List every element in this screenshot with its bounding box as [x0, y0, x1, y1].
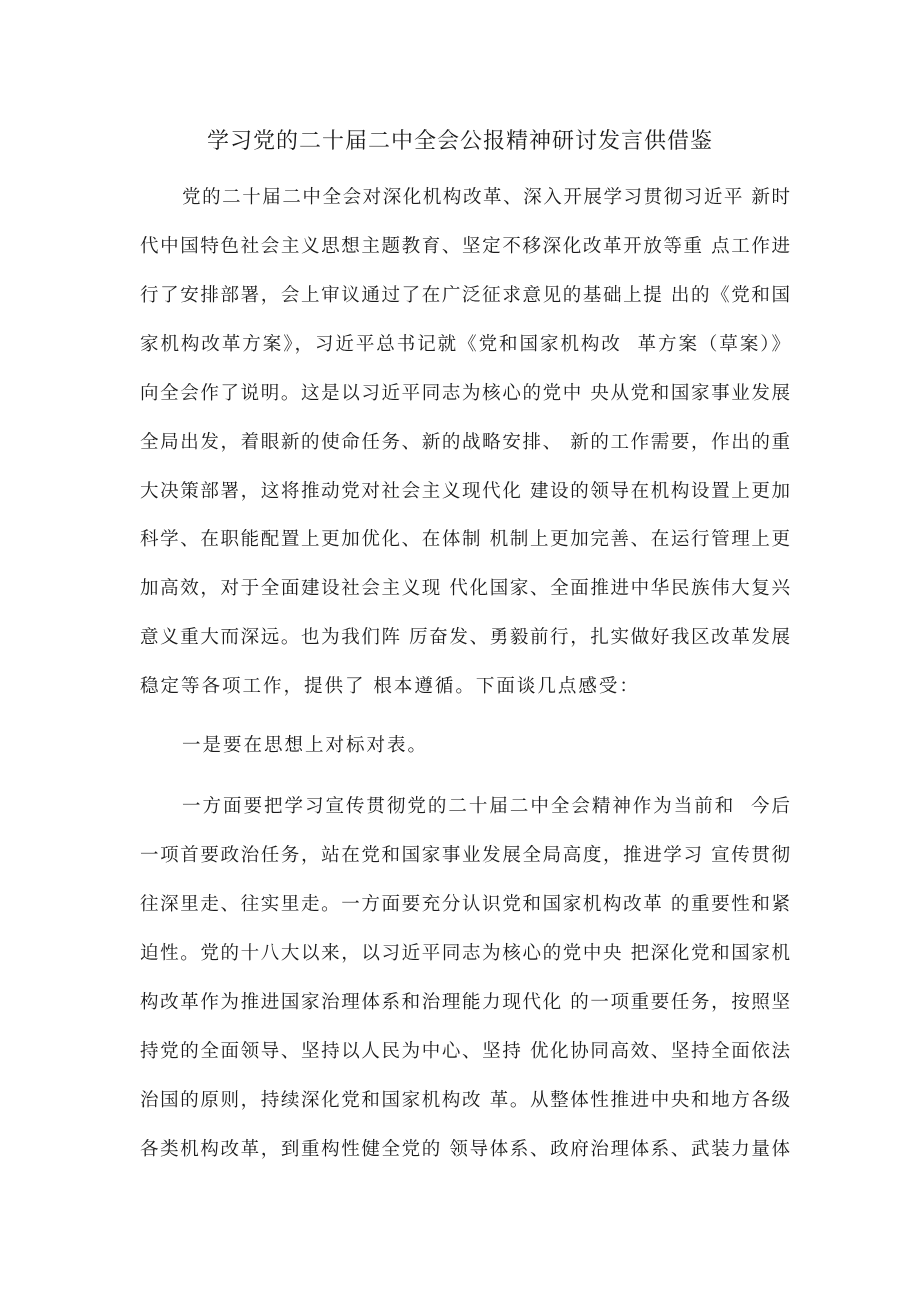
paragraph-1-line: 加高效，对于全面建设社会主义现 代化国家、全面推进中华民族伟大复兴 [140, 578, 790, 599]
paragraph-2-line: 治国的原则，持续深化党和国家机构改 革。从整体性推进中央和地方各级 [140, 1090, 790, 1111]
paragraph-1-line: 科学、在职能配置上更加优化、在体制 机制上更加完善、在运行管理上更 [140, 529, 790, 550]
paragraph-1-line: 行了安排部署，会上审议通过了在广泛征求意见的基础上提 出的《党和国 [140, 285, 790, 306]
paragraph-1-line: 全局出发，着眼新的使命任务、新的战略安排、 新的工作需要，作出的重 [140, 432, 790, 453]
paragraph-2-line: 持党的全面领导、坚持以人民为中心、坚持 优化协同高效、坚持全面依法 [140, 1041, 790, 1062]
section-heading: 一是要在思想上对标对表。 [182, 735, 429, 756]
paragraph-1-line: 代中国特色社会主义思想主题教育、坚定不移深化改革开放等重 点工作进 [140, 236, 790, 257]
paragraph-1-line: 稳定等各项工作，提供了 根本遵循。下面谈几点感受： [140, 676, 640, 697]
page-title: 学习党的二十届二中全会公报精神研讨发言供借鉴 [206, 129, 713, 154]
paragraph-2-line: 迫性。党的十八大以来，以习近平同志为核心的党中央 把深化党和国家机 [140, 943, 790, 964]
paragraph-2-line: 一方面要把学习宣传贯彻党的二十届二中全会精神作为当前和 今后 [182, 796, 790, 817]
paragraph-1-line: 意义重大而深远。也为我们阵 厉奋发、勇毅前行，扎实做好我区改革发展 [140, 627, 790, 648]
paragraph-2-line: 各类机构改革，到重构性健全党的 领导体系、政府治理体系、武装力量体 [140, 1139, 790, 1160]
paragraph-1-line: 家机构改革方案》，习近平总书记就《党和国家机构改 革方案（草案）》 [140, 334, 790, 355]
paragraph-2-line: 一项首要政治任务，站在党和国家事业发展全局高度，推进学习 宣传贯彻 [140, 845, 790, 866]
paragraph-1-line: 大决策部署，这将推动党对社会主义现代化 建设的领导在机构设置上更加 [140, 481, 790, 502]
paragraph-2-line: 往深里走、往实里走。一方面要充分认识党和国家机构改革 的重要性和紧 [140, 894, 790, 915]
paragraph-1-line: 党的二十届二中全会对深化机构改革、深入开展学习贯彻习近平 新时 [182, 187, 790, 208]
paragraph-2-line: 构改革作为推进国家治理体系和治理能力现代化 的一项重要任务，按照坚 [140, 992, 790, 1013]
paragraph-1-line: 向全会作了说明。这是以习近平同志为核心的党中 央从党和国家事业发展 [140, 383, 790, 404]
